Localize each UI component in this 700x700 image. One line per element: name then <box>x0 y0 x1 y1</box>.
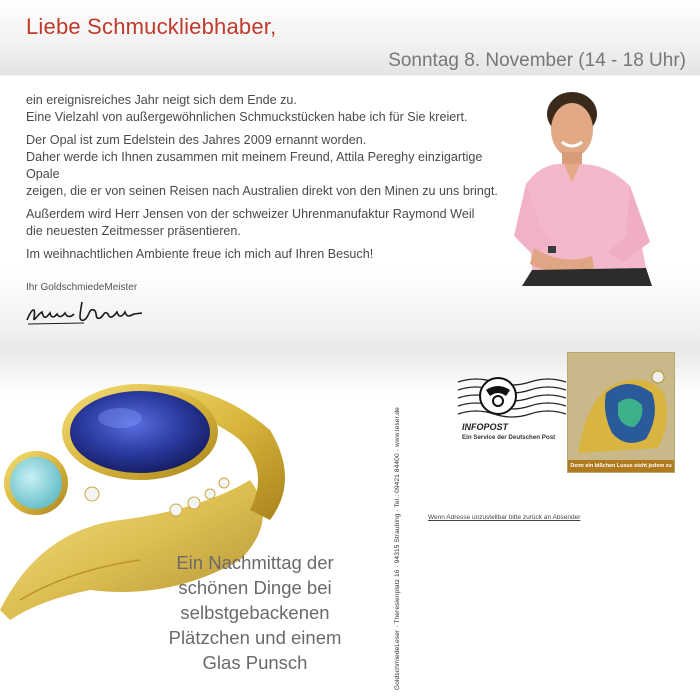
signoff-title: Ihr GoldschmiedeMeister <box>26 282 138 293</box>
tagline-line: Ein Nachmittag der <box>176 552 334 573</box>
event-tagline <box>132 550 378 675</box>
infopost-label: INFOPOST <box>462 422 509 432</box>
letter-line: ein ereignisreiches Jahr neigt sich dem Ende zu. <box>26 93 297 107</box>
letter-paragraph <box>26 132 506 200</box>
letter-line: zeigen, die er von seinen Reisen nach Australien direkt von den Minen zu uns bringt. <box>26 184 498 198</box>
tagline-line: Glas Punsch <box>202 652 308 673</box>
letter-paragraph <box>26 206 506 240</box>
letter-line: Daher werde ich Ihnen zusammen mit meinem Freund, Attila Pereghy einzigartige Opale <box>26 150 483 181</box>
letter-line: Außerdem wird Herr Jensen von der schweizer Uhrenmanufaktur Raymond Weil <box>26 207 475 221</box>
handwritten-signature <box>24 296 144 328</box>
infopost-subtitle: Ein Service der Deutschen Post <box>462 434 556 441</box>
letter-paragraph <box>26 246 506 263</box>
letter-line: Der Opal ist zum Edelstein des Jahres 2009 ernannt worden. <box>26 133 367 147</box>
event-date: Sonntag 8. November (14 - 18 Uhr) <box>388 50 686 71</box>
goldsmith-portrait <box>512 86 654 286</box>
tagline-line: schönen Dinge bei <box>178 577 332 598</box>
stamp-caption: Denn ein bißchen Luxus steht jedem zu <box>568 460 674 472</box>
letter-line: Im weihnachtlichen Ambiente freue ich mich auf Ihren Besuch! <box>26 247 374 261</box>
greeting-heading: Liebe Schmuckliebhaber, <box>26 14 277 39</box>
letter-body <box>26 92 506 269</box>
sender-address: GoldschmiedeLeser · Theresienplatz 16 · 94315 Straubing · Tel.: 09421 84400 · www.leser.de <box>394 407 401 690</box>
letter-paragraph <box>26 92 506 126</box>
tagline-line: Plätzchen und einem <box>168 627 342 648</box>
postage-stamp <box>567 352 675 473</box>
letter-line: Eine Vielzahl von außergewöhnlichen Schmuckstücken habe ich für Sie kreiert. <box>26 110 468 124</box>
postcard-panel <box>0 350 700 700</box>
return-address-note: Wenn Adresse unzustellbar bitte zurück an Absender <box>428 514 581 521</box>
stamp-ring-image <box>568 353 674 460</box>
sender-address-column <box>393 362 407 692</box>
post-horn-postmark <box>456 370 576 422</box>
tagline-line: selbstgebackenen <box>180 602 330 623</box>
letter-line: die neuesten Zeitmesser präsentieren. <box>26 224 241 238</box>
